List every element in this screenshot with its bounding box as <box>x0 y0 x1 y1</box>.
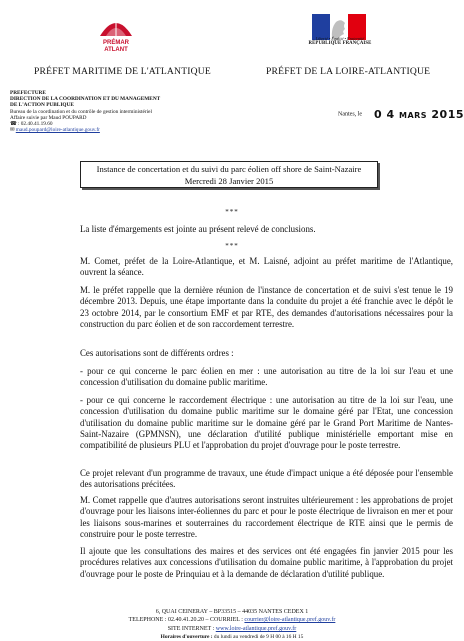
date-line <box>338 105 464 123</box>
date-place: Nantes, le <box>338 111 362 118</box>
dept-direction-line1: DIRECTION DE LA COORDINATION ET DU MANAGEMENT <box>10 96 161 103</box>
dept-affaire: Affaire suivie par Maud POUPARD <box>10 114 87 121</box>
dept-email-link[interactable]: maud.poupard@loire-atlantique.gouv.fr <box>15 127 100 134</box>
paragraph-raccordement: - pour ce qui concerne le raccordement électrique : une autorisation au titre de la loi sur l'eau, une concession d'utilisation du domaine public maritime sur le domaine géré par l'Etat, une concession d'utilisation du domaine public maritime sur le domaine géré par le Grand Port Maritime de Nantes-Saint-Nazaire (GPMNSN), une déclaration d'utilité publique ministérielle emportant mise en compatibilité de plusieurs PLU et l'approbation du projet d'ouvrage pour le poste terrestre. <box>80 395 453 451</box>
authority-left: PRÉFET MARITIME DE L'ATLANTIQUE <box>34 66 211 77</box>
meeting-title: Instance de concertation et du suivi du parc éolien off shore de Saint-Nazaire <box>96 164 362 174</box>
paragraph-autres-autorisations: M. Comet rappelle que d'autres autorisations seront instruites ultérieurement : les approbations de projet d'ouvrage pour les liaisons inter-éoliennes du parc et pour le poste électrique de livraison en mer et pour les liaisons sous-marines et souterraines du raccordement électrique de RTE ainsi que le permis de construire pour le poste terrestre. <box>80 495 453 539</box>
premar-logo-text2: ATLANT <box>104 47 128 53</box>
footer-site-link[interactable]: www.loire-atlantique.pref.gouv.fr <box>215 625 297 632</box>
date-day: 0 4 <box>374 107 395 121</box>
separator-stars-1: *** <box>225 208 239 216</box>
footer-hours-label: Horaires d'ouverture : <box>160 634 214 641</box>
footer <box>0 608 464 641</box>
dept-direction-line2: DE L'ACTION PUBLIQUE <box>10 102 74 109</box>
meeting-date: Mercredi 28 Janvier 2015 <box>184 176 274 186</box>
premar-logo <box>94 6 138 56</box>
dept-prefecture: PREFECTURE <box>10 90 46 96</box>
republique-name: RÉPUBLIQUE FRANÇAISE <box>308 41 372 47</box>
footer-hours: du lundi au vendredi de 9 H 00 à 16 H 15 <box>213 634 304 641</box>
paragraph-autorisations-intro: Ces autorisations sont de différents ordres : <box>80 348 234 358</box>
footer-email-link[interactable]: courrier@loire-atlantique.pref.gouv.fr <box>244 617 336 624</box>
date-stamp <box>374 108 464 121</box>
paragraph-emargements: La liste d'émargements est jointe au présent relevé de conclusions. <box>80 224 316 234</box>
meeting-title-box <box>80 161 378 188</box>
paragraph-last-meeting: M. le préfet rappelle que la dernière réunion de l'instance de concertation et de suivi s'est tenue le 19 décembre 2013. Depuis, une étape importante dans la conduite du projet a été franchie avec le dépôt le 23 octobre 2014, par le consortium EMF et par RTE, des demandes d'autorisations nécessaires pour la construction du parc éolien et de son raccordement terrestre. <box>80 285 453 329</box>
authority-right: PRÉFET DE LA LOIRE-ATLANTIQUE <box>266 66 431 77</box>
dept-bureau: Bureau de la coordination et du contrôle de gestion interministériel <box>10 108 152 115</box>
footer-site-label: SITE INTERNET : <box>167 625 216 632</box>
footer-phone: TELEPHONE : 02.40.41.20.20 – COURRIEL : <box>128 617 245 624</box>
envelope-icon: ✉ <box>10 127 16 134</box>
footer-address: 6, QUAI CEINERAY – BP33515 – 44035 NANTES CEDEX 1 <box>155 609 309 615</box>
dept-phone: ☎ : 02.40.41.19.60 <box>10 121 53 128</box>
department-block <box>10 90 230 133</box>
date-year: 2015 <box>431 107 464 121</box>
paragraph-etude-impact: Ce projet relevant d'un programme de travaux, une étude d'impact unique a été déposée pour l'ensemble des autorisations précitées. <box>80 468 453 490</box>
paragraph-parc-eolien: - pour ce qui concerne le parc éolien en mer : une autorisation au titre de la loi sur l'eau et une concession d'utilisation du domaine public maritime. <box>80 366 453 388</box>
paragraph-opening: M. Comet, préfet de la Loire-Atlantique, et M. Laisné, adjoint au préfet maritime de l'Atlantique, ouvrent la séance. <box>80 256 453 278</box>
paragraph-consultations: Il ajoute que les consultations des maires et des services ont été engagées fin janvier 2015 pour les procédures relatives aux concessions d'utilisation du domaine public maritime, à l'approbation du projet d'ouvrage pour le poste de Prinquiau et à la demande de déclaration d'utilité publique. <box>80 546 453 579</box>
republique-caption <box>300 37 380 46</box>
republique-motto: Liberté • Égalité • Fraternité <box>315 36 365 41</box>
premar-logo-text1: PRÉMAR <box>102 40 130 46</box>
date-month: MARS <box>398 110 428 120</box>
separator-stars-2: *** <box>225 242 239 250</box>
